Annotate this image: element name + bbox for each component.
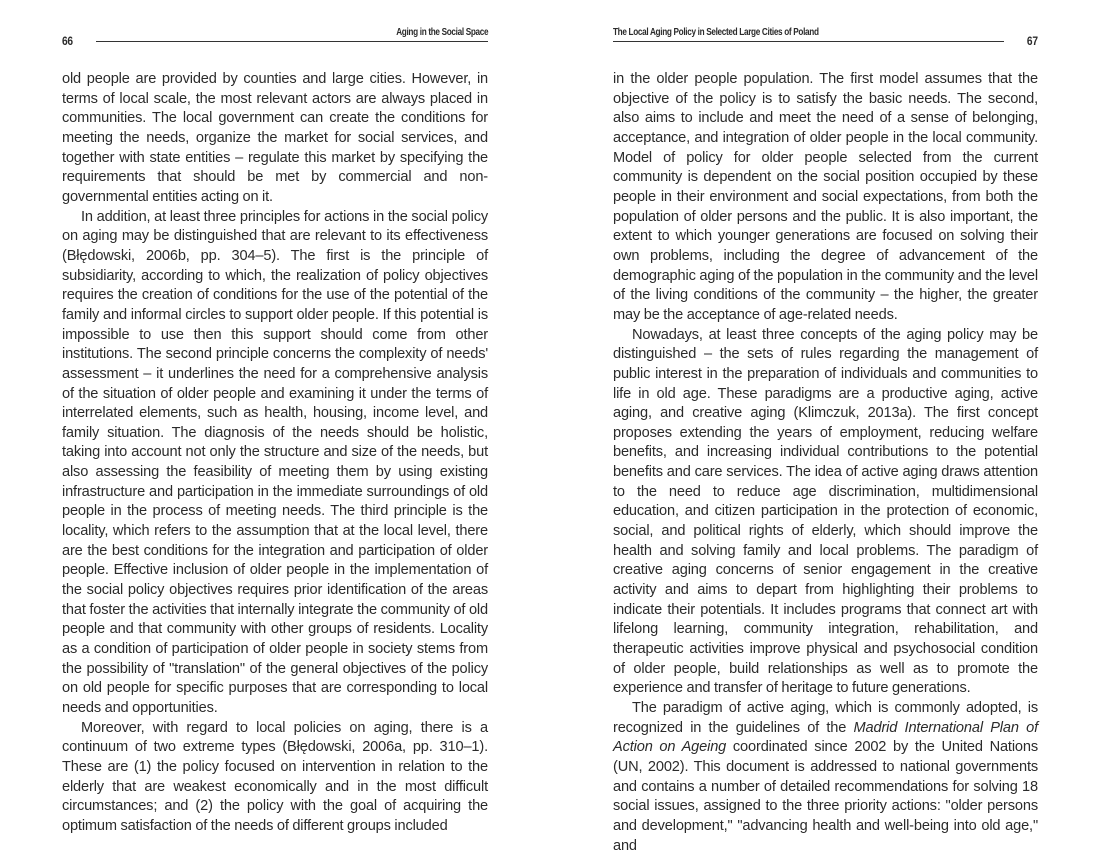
paragraph: In addition, at least three principles for actions in the social policy on aging may be distinguished that are relevant to its effectiveness (Błędowski, 2006b, pp. 304–5). The first is the principle of subsidiarity, according to which, the realization of policy objectives requires the creation of conditions for the use of the potential of the family and informal circles to support older people. If this potential is impossible to use then this support should come from other institutions. The second principle concerns the complexity of needs' assessment – it underlines the need for a comprehensive analysis of the situation of older people and examining it under the terms of interrelated elements, such as health, housing, income level, and family situation. The diagnosis of the needs should be holistic, taking into account not only the structure and size of the needs, but also assessing the feasibility of meeting them by using existing infrastructure and participation in the immediate surroundings of old people in the process of meeting needs. The third principle is the locality, which refers to the assumption that at the local level, there are the best conditions for the integration and participation of older people. Effective inclusion of older people in the implementation of the social policy objectives requires prior identification of the areas that foster the activities that internally integrate the community of old people and that community with other groups of residents. Locality as a condition of participation of older people in society stems from the possibility of "translation" of the general objectives of the policy on old people for specific purposes that are corresponding to local needs and opportunities. bbox=[62, 208, 488, 716]
paragraph-text: coordinated since 2002 by the United Nations (UN, 2002). This document is addressed to national governments and contains a number of detailed recommendations for solving 18 social issues, assigned to the three priority actions: "older persons and development," "advancing health and well-being into old age," and bbox=[613, 739, 1038, 854]
running-head-title: Aging in the Social Space bbox=[395, 27, 488, 38]
paragraph: in the older people population. The first model assumes that the objective of the policy is to satisfy the basic needs. The second, also aims to include and meet the need of a sense of belonging, acceptance, and integration of older people in the local community. Model of policy for older people selected from the current community is dependent on the social position occupied by these people in their environment and social expectations, from both the population of older persons and the public. It is also important, the extent to which younger generations are focused on solving their own problems, including the degree of advancement of the demographic aging of the population in the community and the level of the living conditions of the community – the higher, the greater may be the acceptance of age-related needs. bbox=[613, 71, 1038, 323]
running-header bbox=[62, 26, 488, 48]
paragraph bbox=[613, 699, 1038, 856]
paragraph: Moreover, with regard to local policies on aging, there is a continuum of two extreme types (Błędowski, 2006a, pp. 310–1). These are (1) the policy focused on intervention in relation to the elderly that are weakest economically and in the most difficult circumstances; and (2) the policy with the goal of acquiring the optimum satisfaction of the needs of different groups included bbox=[62, 719, 488, 834]
paragraph: Nowadays, at least three concepts of the aging policy may be distinguished – the sets of rules regarding the management of public interest in the preparation of individuals and communities to life in old age. These paradigms are a productive aging, active aging, and creative aging (Klimczuk, 2013a). The first concept proposes extending the years of employment, reducing welfare benefits, and increasing individual contributions to the potential benefits and care services. The idea of active aging draws attention to the need to reduce age discrimination, multidimensional education, and citizen participation in the protection of economic, social, and political rights of elderly, which should improve the health and solving family and local problems. The paradigm of creative aging concerns of senior engagement in the creative activity and aims to depart from highlighting their problems to indicate their potentials. It includes programs that connect art with lifelong learning, community integration, rehabilitation, and therapeutic activities improve physical and psychosocial condition of older people, build relationships as well as to promote the experience and transfer of heritage to future generations. bbox=[613, 326, 1038, 697]
header-rule bbox=[613, 41, 1004, 42]
page-number: 67 bbox=[1027, 34, 1038, 48]
paragraph: old people are provided by counties and large cities. However, in terms of local scale, the most relevant actors are always placed in communities. The local government can create the conditions for meeting the needs, organize the market for social services, and together with state entities – regulate this market by specifying the requirements that should be met by commercial and non-governmental entities acting on it. bbox=[62, 71, 488, 205]
header-rule bbox=[96, 41, 488, 42]
document-title-italic: Madrid International Plan of Action on Ageing bbox=[613, 719, 1038, 756]
running-head-title: The Local Aging Policy in Selected Large Cities of Poland bbox=[613, 27, 819, 38]
body-text bbox=[62, 70, 488, 837]
body-text bbox=[613, 70, 1038, 856]
left-page bbox=[0, 0, 550, 834]
right-page bbox=[550, 0, 1100, 854]
paragraph-text: The paradigm of active aging, which is commonly adopted, is recognized in the guidelines of the bbox=[613, 700, 1038, 736]
running-header bbox=[613, 26, 1038, 48]
page-number: 66 bbox=[62, 34, 73, 48]
